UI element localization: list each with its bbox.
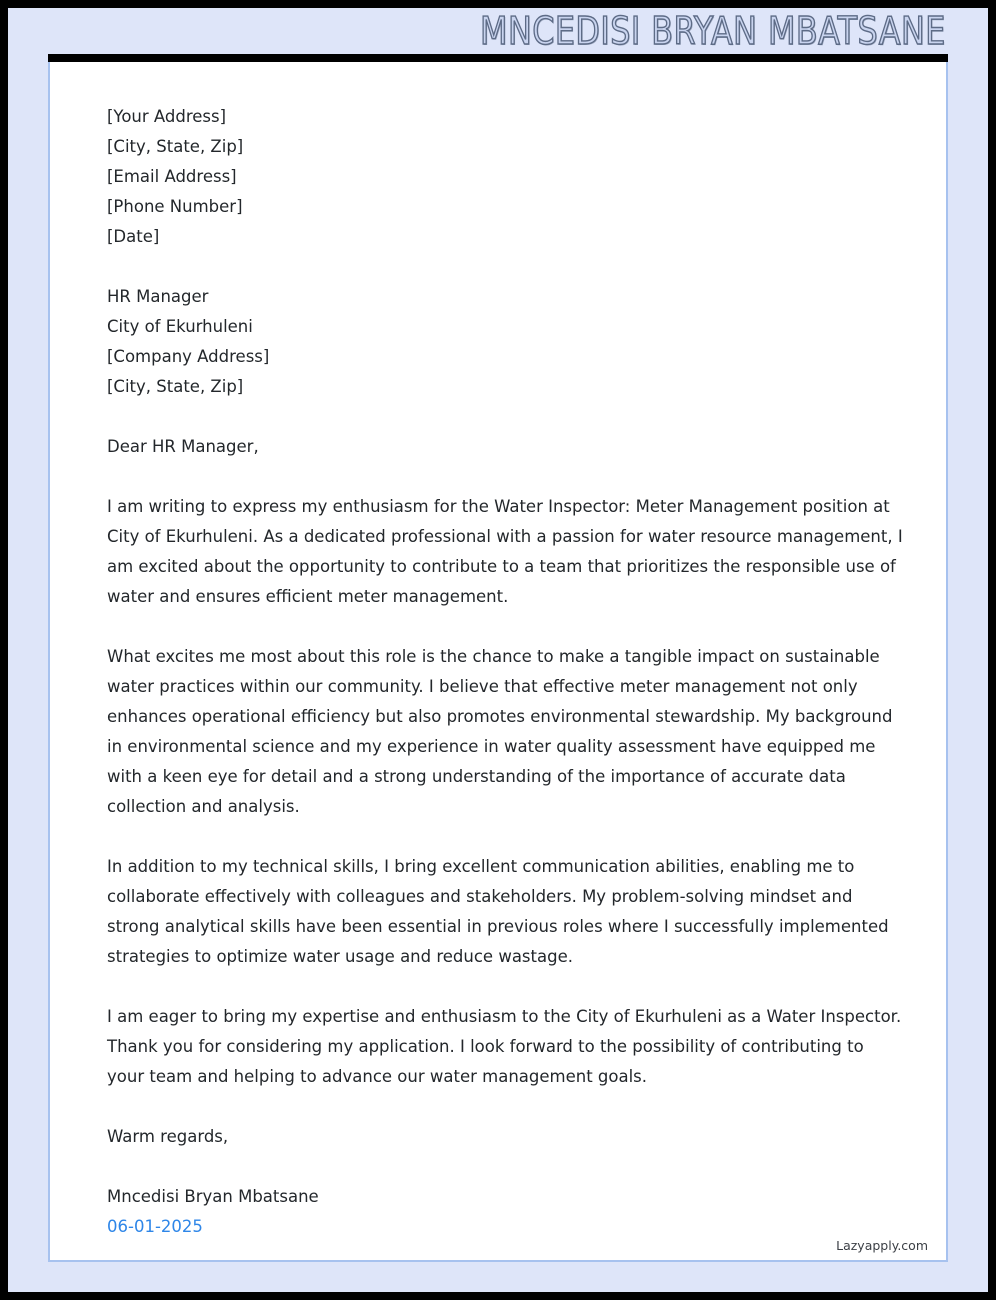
recipient-city-state-zip: [City, State, Zip] (107, 377, 244, 396)
spacer-paragraph-1 (107, 612, 905, 642)
signature-name: Mncedisi Bryan Mbatsane (107, 1187, 319, 1206)
valediction: Warm regards, (107, 1127, 229, 1146)
sender-address-block (107, 102, 905, 252)
recipient-address-block (107, 282, 905, 402)
body-paragraph-2: What excites me most about this role is the chance to make a tangible impact on sustainable water practices within our community. I believe that effective meter management not only enhances operational efficiency but also promotes environmental stewardship. My background in environmental science and my experience in water quality assessment have equipped me with a keen eye for detail and a strong understanding of the importance of accurate data collection and analysis. (107, 647, 893, 816)
spacer-paragraph-2 (107, 822, 905, 852)
spacer-paragraph-3 (107, 972, 905, 1002)
recipient-company: City of Ekurhuleni (107, 317, 253, 336)
document-mat (8, 8, 988, 1292)
title-banner (8, 8, 988, 54)
spacer-after-salutation (107, 462, 905, 492)
page-title: MNCEDISI BRYAN MBATSANE (480, 9, 946, 53)
sender-phone: [Phone Number] (107, 197, 243, 216)
spacer-after-sender (107, 252, 905, 282)
letter-sheet (48, 62, 948, 1262)
footer-watermark: Lazyapply.com (836, 1238, 928, 1253)
sender-city-state-zip: [City, State, Zip] (107, 137, 244, 156)
letter-body (107, 102, 905, 1242)
sender-address-line: [Your Address] (107, 107, 227, 126)
sender-email: [Email Address] (107, 167, 237, 186)
spacer-after-recipient (107, 402, 905, 432)
signature-date: 06-01-2025 (107, 1217, 203, 1236)
salutation: Dear HR Manager, (107, 437, 259, 456)
body-paragraph-1: I am writing to express my enthusiasm for the Water Inspector: Meter Management position at City of Ekurhuleni. As a dedicated professional with a passion for water resource management, I am excited about the opportunity to contribute to a team that prioritizes the responsible use of water and ensures efficient meter management. (107, 497, 903, 606)
spacer-after-valediction (107, 1152, 905, 1182)
recipient-company-address: [Company Address] (107, 347, 270, 366)
spacer-paragraph-4 (107, 1092, 905, 1122)
title-divider-rule (48, 54, 948, 62)
recipient-contact: HR Manager (107, 287, 209, 306)
body-paragraph-4: I am eager to bring my expertise and enthusiasm to the City of Ekurhuleni as a Water Inspector. Thank you for considering my application. I look forward to the possibility of contributing to your team and helping to advance our water management goals. (107, 1007, 902, 1086)
sender-date: [Date] (107, 227, 160, 246)
body-paragraph-3: In addition to my technical skills, I bring excellent communication abilities, enabling me to collaborate effectively with colleagues and stakeholders. My problem-solving mindset and strong analytical skills have been essential in previous roles where I successfully implemented strategies to optimize water usage and reduce wastage. (107, 857, 889, 966)
